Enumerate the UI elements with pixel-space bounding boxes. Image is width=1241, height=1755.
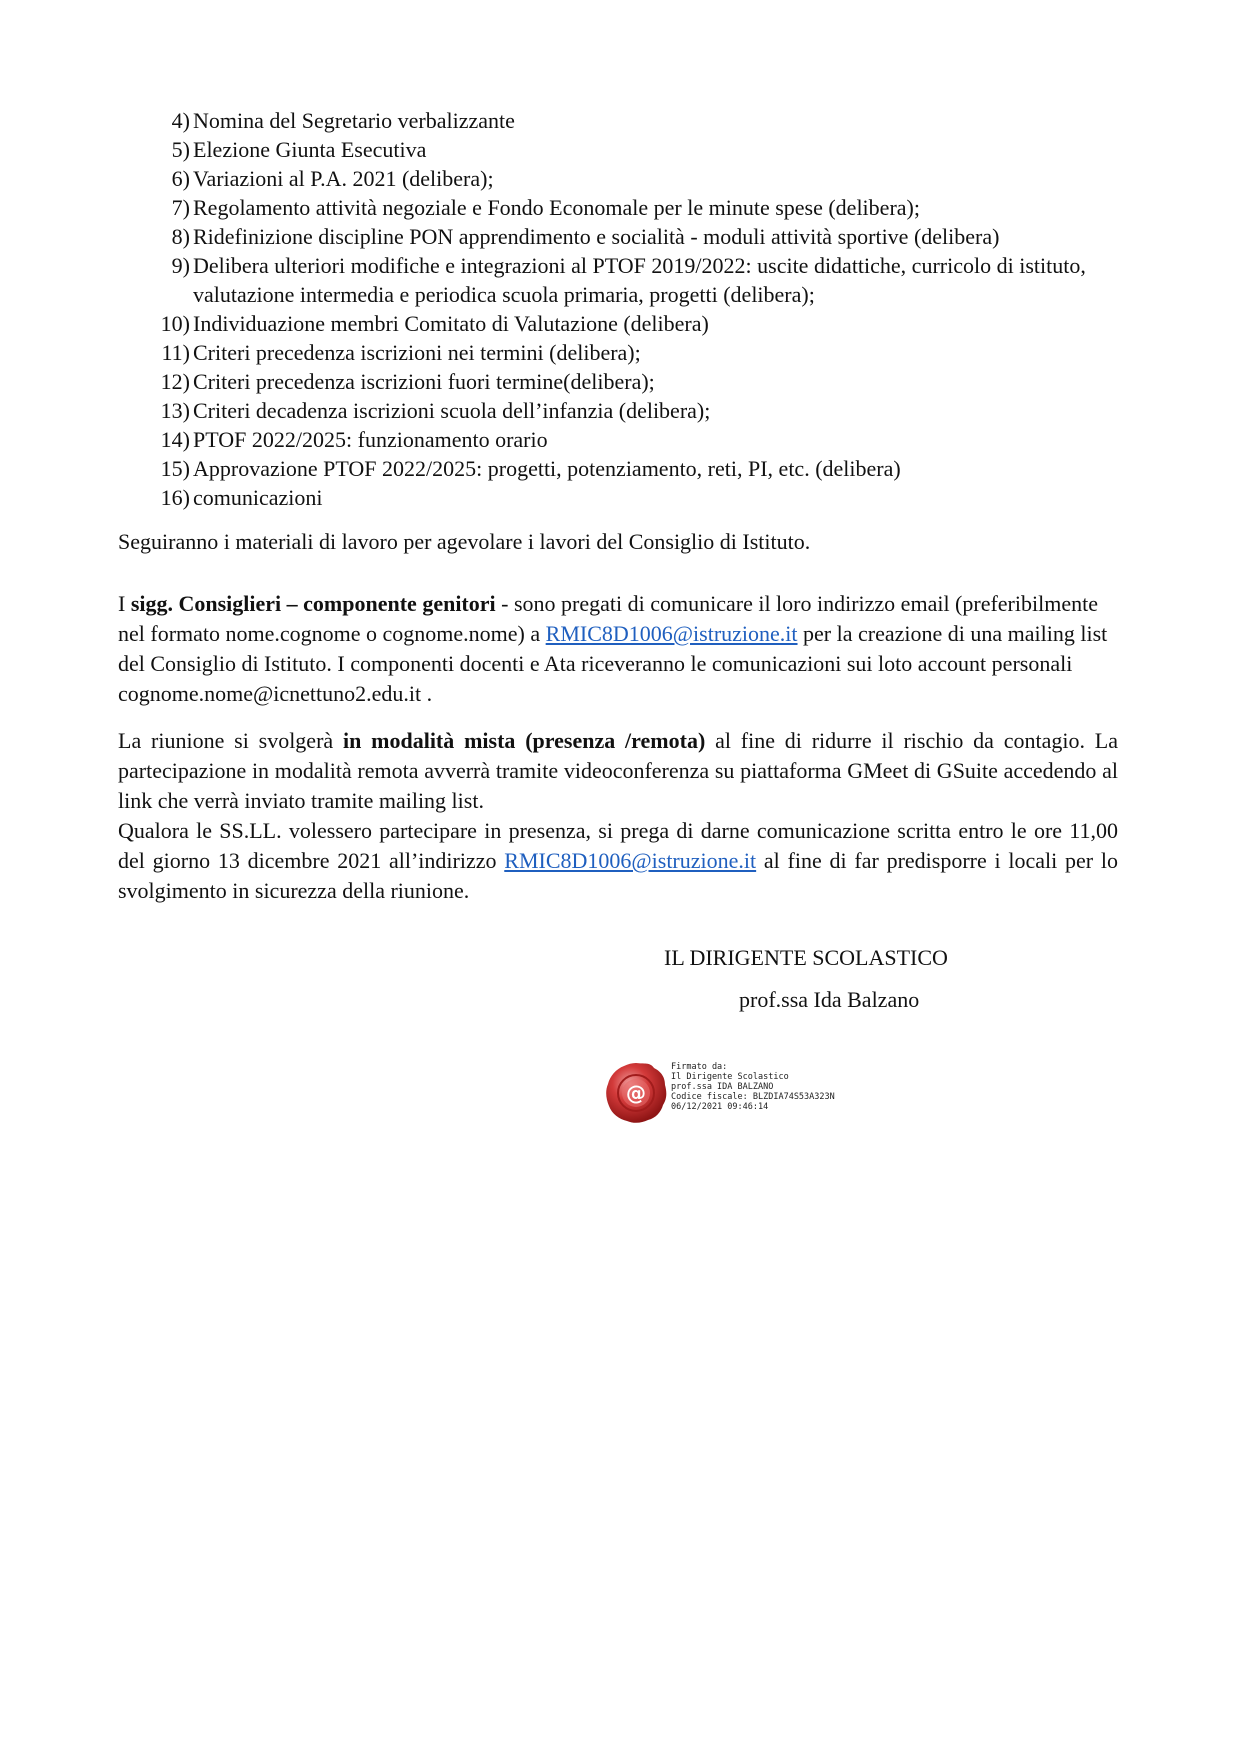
agenda-item-text: Regolamento attività negoziale e Fondo Economale per le minute spese (delibera); bbox=[193, 195, 920, 220]
agenda-item-number: 16) bbox=[160, 485, 190, 510]
wax-seal-at-icon bbox=[604, 1061, 668, 1125]
agenda-item bbox=[150, 222, 1130, 251]
agenda-item bbox=[150, 483, 1130, 512]
agenda-item-number: 6) bbox=[171, 166, 190, 191]
stamp-line: 06/12/2021 09:46:14 bbox=[671, 1102, 769, 1112]
consiglieri-post: per la creazione di una mailing list del Consiglio di Istituto. I componenti docenti e Ata riceveranno le comunicazioni sui loto account personali cognome.nome@icnettuno2.edu.it . bbox=[118, 621, 1108, 706]
agenda-item-text: Elezione Giunta Esecutiva bbox=[193, 137, 427, 162]
agenda-item-text: comunicazioni bbox=[193, 485, 323, 510]
consiglieri-bold: sigg. Consiglieri – componente genitori bbox=[130, 591, 496, 616]
digital-signature-stamp bbox=[671, 1062, 835, 1112]
agenda-item bbox=[150, 454, 1130, 483]
svg-text:@: @ bbox=[626, 1081, 646, 1105]
agenda-item bbox=[150, 338, 1130, 367]
paragraph-consiglieri bbox=[118, 589, 1118, 709]
agenda-item bbox=[150, 193, 1130, 222]
agenda-item-text: Individuazione membri Comitato di Valutazione (delibera) bbox=[193, 311, 709, 336]
stamp-line: Il Dirigente Scolastico bbox=[671, 1072, 789, 1082]
agenda-item bbox=[150, 367, 1130, 396]
qualora-pre: Qualora le SS.LL. volessero partecipare in presenza, si prega di darne comunicazione scritta entro le ore 11,00 del giorno 13 dicembre 2021 all’indirizzo bbox=[118, 818, 1118, 873]
stamp-line: Codice fiscale: BLZDIA74S53A323N bbox=[671, 1092, 835, 1102]
riunione-bold: in modalità mista (presenza /remota) bbox=[342, 728, 706, 753]
consiglieri-pre: I bbox=[118, 591, 131, 616]
stamp-line: Firmato da: bbox=[671, 1062, 728, 1072]
agenda-item-number: 12) bbox=[160, 369, 190, 394]
agenda-item-number: 7) bbox=[171, 195, 190, 220]
agenda-item bbox=[150, 425, 1130, 454]
agenda-item-text: Approvazione PTOF 2022/2025: progetti, potenziamento, reti, PI, etc. (delibera) bbox=[193, 456, 901, 481]
paragraph-materials: Seguiranno i materiali di lavoro per agevolare i lavori del Consiglio di Istituto. bbox=[118, 529, 811, 554]
agenda-item-text: Criteri precedenza iscrizioni fuori termine(delibera); bbox=[193, 369, 655, 394]
agenda-item-number: 4) bbox=[171, 108, 190, 133]
agenda-item-text: Nomina del Segretario verbalizzante bbox=[193, 108, 515, 133]
agenda-item-number: 8) bbox=[171, 224, 190, 249]
email-link[interactable]: RMIC8D1006@istruzione.it bbox=[504, 848, 757, 873]
agenda-item bbox=[150, 309, 1130, 338]
agenda-item-text: PTOF 2022/2025: funzionamento orario bbox=[193, 427, 548, 452]
riunione-pre: La riunione si svolgerà bbox=[118, 728, 343, 753]
email-link[interactable]: RMIC8D1006@istruzione.it bbox=[545, 621, 798, 646]
paragraph-riunione bbox=[118, 726, 1118, 906]
agenda-item-number: 11) bbox=[161, 340, 190, 365]
stamp-line: prof.ssa IDA BALZANO bbox=[671, 1082, 774, 1092]
agenda-item-number: 10) bbox=[160, 311, 190, 336]
agenda-item-text: Variazioni al P.A. 2021 (delibera); bbox=[193, 166, 494, 191]
consiglieri-mid: - sono pregati di comunicare il loro indirizzo email (preferibilmente nel formato nome.cognome o cognome.nome) a bbox=[118, 591, 1098, 646]
agenda-item-number: 14) bbox=[160, 427, 190, 452]
qualora-post: al fine di far predisporre i locali per lo svolgimento in sicurezza della riunione. bbox=[118, 848, 1118, 903]
agenda-item-number: 5) bbox=[171, 137, 190, 162]
agenda-item-text: Ridefinizione discipline PON apprendimento e socialità - moduli attività sportive (delibera) bbox=[193, 224, 1000, 249]
agenda-item bbox=[150, 135, 1130, 164]
agenda-item bbox=[150, 396, 1130, 425]
agenda-item-text: Delibera ulteriori modifiche e integrazioni al PTOF 2019/2022: uscite didattiche, curricolo di istituto, valutazione intermedia e periodica scuola primaria, progetti (delibera); bbox=[193, 253, 1086, 307]
agenda-list bbox=[150, 106, 1130, 512]
agenda-item bbox=[150, 251, 1130, 309]
agenda-item-number: 9) bbox=[171, 253, 190, 278]
agenda-item-number: 13) bbox=[160, 398, 190, 423]
agenda-item bbox=[150, 106, 1130, 135]
agenda-item-text: Criteri precedenza iscrizioni nei termini (delibera); bbox=[193, 340, 641, 365]
qualora-text bbox=[118, 816, 1118, 906]
signature-title: IL DIRIGENTE SCOLASTICO bbox=[664, 945, 948, 970]
agenda-item-number: 15) bbox=[160, 456, 190, 481]
agenda-item-text: Criteri decadenza iscrizioni scuola dell’infanzia (delibera); bbox=[193, 398, 711, 423]
riunione-text bbox=[118, 726, 1118, 816]
signature-name: prof.ssa Ida Balzano bbox=[739, 987, 920, 1012]
agenda-item bbox=[150, 164, 1130, 193]
riunione-post: al fine di ridurre il rischio da contagio. La partecipazione in modalità remota avverrà tramite videoconferenza su piattaforma GMeet di GSuite accedendo al link che verrà inviato tramite mailing list. bbox=[118, 728, 1118, 813]
